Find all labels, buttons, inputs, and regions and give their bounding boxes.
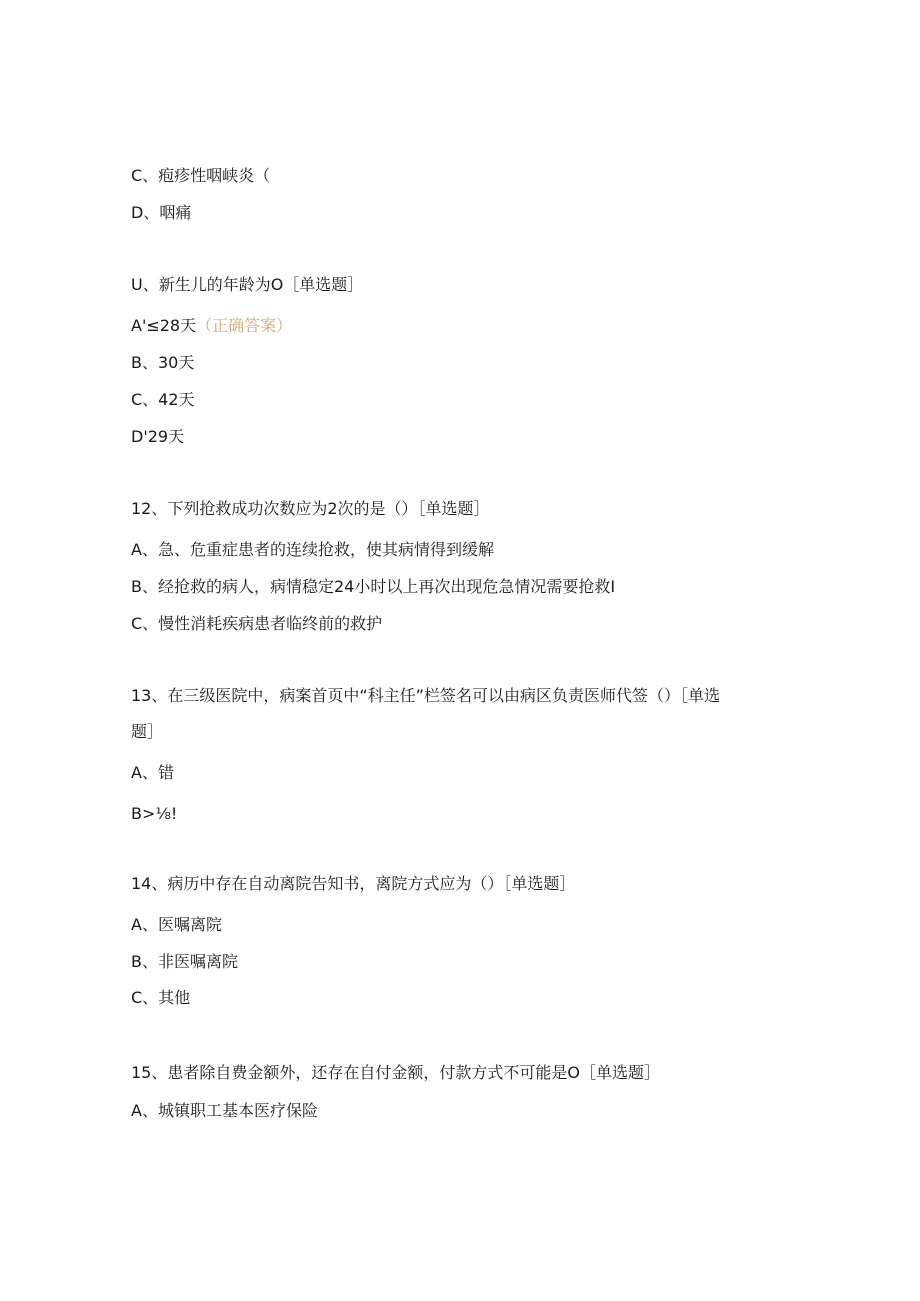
question-13: 13、在三级医院中，病案首页中“科主任”栏签名可以由病区负责医师代签（）［单选 — [131, 686, 720, 705]
question-14-option-c: C、其他 — [131, 988, 191, 1007]
question-15-option-a: A、城镇职工基本医疗保险 — [131, 1101, 318, 1120]
option-c-42-days: C、42天 — [131, 390, 195, 409]
question-12-option-c: C、慢性消耗疾病患者临终前的救护 — [131, 614, 383, 633]
question-14-option-b: B、非医嘱离院 — [131, 952, 238, 971]
option-a-28-days — [131, 316, 292, 336]
correct-answer-tag: （正确答案） — [196, 316, 293, 335]
question-12: 12、下列抢救成功次数应为2次的是（）［单选题］ — [131, 499, 490, 518]
question-13-option-a: A、错 — [131, 763, 174, 782]
option-a-text: A'≤28天 — [131, 316, 197, 335]
question-15: 15、患者除自费金额外，还存在自付金额，付款方式不可能是O［单选题］ — [131, 1063, 660, 1082]
question-14: 14、病历中存在自动离院告知书，离院方式应为（）［单选题］ — [131, 874, 576, 893]
question-u-newborn-age: U、新生儿的年龄为O［单选题］ — [131, 275, 364, 294]
option-d-29-days: D'29天 — [131, 427, 185, 446]
question-13-continued: 题］ — [131, 722, 164, 741]
question-12-option-b: B、经抢救的病人，病情稳定24小时以上再次出现危急情况需要抢救I — [131, 577, 616, 596]
option-c-herpangina: C、疱疹性咽峡炎（ — [131, 166, 271, 185]
option-d-sore-throat: D、咽痛 — [131, 203, 192, 222]
question-14-option-a: A、医嘱离院 — [131, 915, 222, 934]
question-13-option-b: B>⅛! — [131, 804, 178, 823]
question-12-option-a: A、急、危重症患者的连续抢救，使其病情得到缓解 — [131, 540, 494, 559]
option-b-30-days: B、30天 — [131, 353, 195, 372]
